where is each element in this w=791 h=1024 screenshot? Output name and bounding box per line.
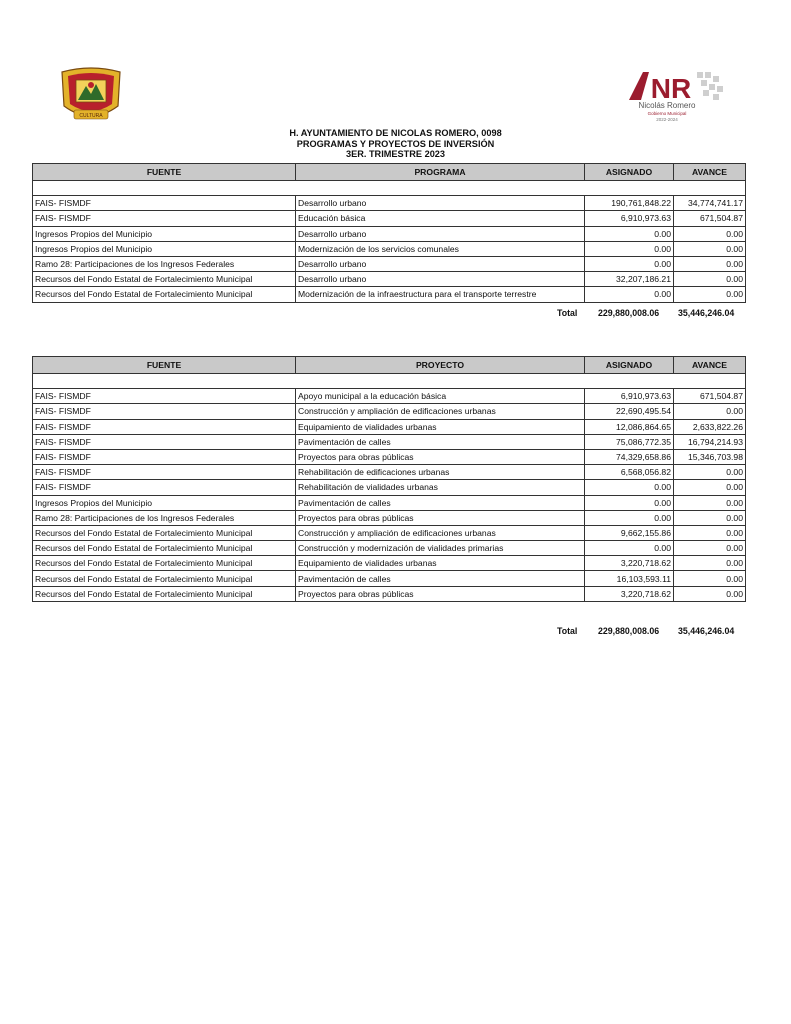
cell-asignado: 3,220,718.62 <box>585 556 674 571</box>
cell-fuente: Recursos del Fondo Estatal de Fortalecimiento Municipal <box>33 525 296 540</box>
cell-asignado: 9,662,155.86 <box>585 525 674 540</box>
cell-proyecto: Pavimentación de calles <box>296 571 585 586</box>
cell-avance: 0.00 <box>674 510 746 525</box>
cell-avance: 2,633,822.26 <box>674 419 746 434</box>
cell-fuente: Recursos del Fondo Estatal de Fortalecimiento Municipal <box>33 586 296 601</box>
cell-asignado: 0.00 <box>585 541 674 556</box>
cell-fuente: Ingresos Propios del Municipio <box>33 241 296 256</box>
table-row <box>33 287 746 302</box>
cell-fuente: FAIS- FISMDF <box>33 404 296 419</box>
cell-proyecto: Construcción y ampliación de edificaciones urbanas <box>296 525 585 540</box>
cell-asignado: 6,910,973.63 <box>585 211 674 226</box>
proyectos-table <box>32 356 746 602</box>
cell-asignado: 12,086,864.65 <box>585 419 674 434</box>
cell-proyecto: Proyectos para obras públicas <box>296 510 585 525</box>
col-asignado: ASIGNADO <box>585 164 674 181</box>
cell-programa: Desarrollo urbano <box>296 226 585 241</box>
cell-avance: 0.00 <box>674 404 746 419</box>
cell-proyecto: Rehabilitación de vialidades urbanas <box>296 480 585 495</box>
cell-programa: Modernización de los servicios comunales <box>296 241 585 256</box>
cell-fuente: Recursos del Fondo Estatal de Fortalecimiento Municipal <box>33 541 296 556</box>
cell-asignado: 6,568,056.82 <box>585 465 674 480</box>
cell-proyecto: Apoyo municipal a la educación básica <box>296 389 585 404</box>
logo-left-text: CULTURA <box>79 113 103 119</box>
table-row <box>33 434 746 449</box>
table-row <box>33 196 746 211</box>
cell-avance: 0.00 <box>674 256 746 271</box>
col-avance: AVANCE <box>674 357 746 374</box>
table-row <box>33 510 746 525</box>
programas-table <box>32 163 746 303</box>
proyectos-table-header <box>33 357 746 374</box>
cell-avance: 671,504.87 <box>674 389 746 404</box>
cell-fuente: Ramo 28: Participaciones de los Ingresos Federales <box>33 510 296 525</box>
table-row <box>33 586 746 601</box>
cell-asignado: 0.00 <box>585 287 674 302</box>
programas-total-label: Total <box>557 308 578 318</box>
col-proyecto: PROYECTO <box>296 357 585 374</box>
cell-fuente: FAIS- FISMDF <box>33 465 296 480</box>
cell-proyecto: Proyectos para obras públicas <box>296 449 585 464</box>
cell-fuente: Ingresos Propios del Municipio <box>33 226 296 241</box>
cell-avance: 0.00 <box>674 287 746 302</box>
cell-programa: Desarrollo urbano <box>296 256 585 271</box>
cell-fuente: FAIS- FISMDF <box>33 449 296 464</box>
cell-proyecto: Construcción y modernización de vialidades primarias <box>296 541 585 556</box>
cell-avance: 0.00 <box>674 525 746 540</box>
document-header <box>0 128 791 160</box>
table-row <box>33 495 746 510</box>
proyectos-total-label: Total <box>557 626 578 636</box>
cell-asignado: 16,103,593.11 <box>585 571 674 586</box>
cell-proyecto: Pavimentación de calles <box>296 495 585 510</box>
cell-proyecto: Pavimentación de calles <box>296 434 585 449</box>
cell-fuente: FAIS- FISMDF <box>33 196 296 211</box>
table-row <box>33 256 746 271</box>
cell-asignado: 3,220,718.62 <box>585 586 674 601</box>
proyectos-total-avance: 35,446,246.04 <box>678 626 735 636</box>
programas-total-asignado: 229,880,008.06 <box>598 308 660 318</box>
cell-fuente: Ingresos Propios del Municipio <box>33 495 296 510</box>
cell-avance: 0.00 <box>674 571 746 586</box>
cell-avance: 0.00 <box>674 241 746 256</box>
cell-fuente: Recursos del Fondo Estatal de Fortalecimiento Municipal <box>33 287 296 302</box>
table-row <box>33 272 746 287</box>
cell-avance: 0.00 <box>674 226 746 241</box>
cell-fuente: Recursos del Fondo Estatal de Fortalecimiento Municipal <box>33 556 296 571</box>
cell-fuente: Recursos del Fondo Estatal de Fortalecimiento Municipal <box>33 571 296 586</box>
cell-avance: 0.00 <box>674 586 746 601</box>
cell-proyecto: Equipamiento de vialidades urbanas <box>296 419 585 434</box>
cell-asignado: 0.00 <box>585 256 674 271</box>
municipal-coat-of-arms-logo <box>56 66 126 124</box>
cell-asignado: 22,690,495.54 <box>585 404 674 419</box>
table-row <box>33 404 746 419</box>
logo-right-sub: Gobierno Municipal <box>647 111 687 116</box>
col-avance: AVANCE <box>674 164 746 181</box>
cell-fuente: FAIS- FISMDF <box>33 480 296 495</box>
table-row <box>33 389 746 404</box>
cell-avance: 0.00 <box>674 272 746 287</box>
cell-proyecto: Equipamiento de vialidades urbanas <box>296 556 585 571</box>
table-row <box>33 571 746 586</box>
programas-table-header <box>33 164 746 181</box>
cell-fuente: FAIS- FISMDF <box>33 434 296 449</box>
cell-programa: Desarrollo urbano <box>296 272 585 287</box>
cell-fuente: FAIS- FISMDF <box>33 419 296 434</box>
table-row <box>33 211 746 226</box>
logo-right-main: NR <box>650 73 692 104</box>
cell-asignado: 74,329,658.86 <box>585 449 674 464</box>
cell-avance: 671,504.87 <box>674 211 746 226</box>
cell-asignado: 0.00 <box>585 480 674 495</box>
cell-avance: 0.00 <box>674 541 746 556</box>
col-asignado: ASIGNADO <box>585 357 674 374</box>
cell-proyecto: Proyectos para obras públicas <box>296 586 585 601</box>
cell-fuente: FAIS- FISMDF <box>33 389 296 404</box>
cell-avance: 0.00 <box>674 480 746 495</box>
cell-avance: 0.00 <box>674 465 746 480</box>
cell-asignado: 0.00 <box>585 510 674 525</box>
cell-asignado: 0.00 <box>585 241 674 256</box>
cell-fuente: Ramo 28: Participaciones de los Ingresos Federales <box>33 256 296 271</box>
cell-avance: 16,794,214.93 <box>674 434 746 449</box>
table-row <box>33 419 746 434</box>
header-line-3: 3ER. TRIMESTRE 2023 <box>345 149 446 160</box>
cell-proyecto: Construcción y ampliación de edificaciones urbanas <box>296 404 585 419</box>
header-line-2: PROGRAMAS Y PROYECTOS DE INVERSIÓN <box>296 138 495 149</box>
table-row <box>33 480 746 495</box>
col-fuente: FUENTE <box>33 164 296 181</box>
cell-programa: Modernización de la infraestructura para el transporte terrestre <box>296 287 585 302</box>
table-row <box>33 449 746 464</box>
header-line-1: H. AYUNTAMIENTO DE NICOLAS ROMERO, 0098 <box>289 128 502 138</box>
logo-right-years: 2022-2024 <box>656 117 678 122</box>
cell-asignado: 32,207,186.21 <box>585 272 674 287</box>
cell-programa: Desarrollo urbano <box>296 196 585 211</box>
proyectos-total-asignado: 229,880,008.06 <box>598 626 660 636</box>
cell-avance: 34,774,741.17 <box>674 196 746 211</box>
cell-asignado: 0.00 <box>585 226 674 241</box>
cell-asignado: 75,086,772.35 <box>585 434 674 449</box>
cell-avance: 15,346,703.98 <box>674 449 746 464</box>
cell-proyecto: Rehabilitación de edificaciones urbanas <box>296 465 585 480</box>
cell-asignado: 190,761,848.22 <box>585 196 674 211</box>
cell-asignado: 0.00 <box>585 495 674 510</box>
col-programa: PROGRAMA <box>296 164 585 181</box>
table-row <box>33 541 746 556</box>
table-row <box>33 556 746 571</box>
cell-fuente: Recursos del Fondo Estatal de Fortalecimiento Municipal <box>33 272 296 287</box>
table-row <box>33 465 746 480</box>
cell-asignado: 6,910,973.63 <box>585 389 674 404</box>
cell-programa: Educación básica <box>296 211 585 226</box>
table-row <box>33 525 746 540</box>
cell-avance: 0.00 <box>674 495 746 510</box>
programas-total-avance: 35,446,246.04 <box>678 308 735 318</box>
cell-fuente: FAIS- FISMDF <box>33 211 296 226</box>
table-row <box>33 226 746 241</box>
col-fuente: FUENTE <box>33 357 296 374</box>
table-row <box>33 241 746 256</box>
nicolas-romero-logo <box>627 68 731 126</box>
cell-avance: 0.00 <box>674 556 746 571</box>
logo-right-name: Nicolás Romero <box>638 101 696 110</box>
